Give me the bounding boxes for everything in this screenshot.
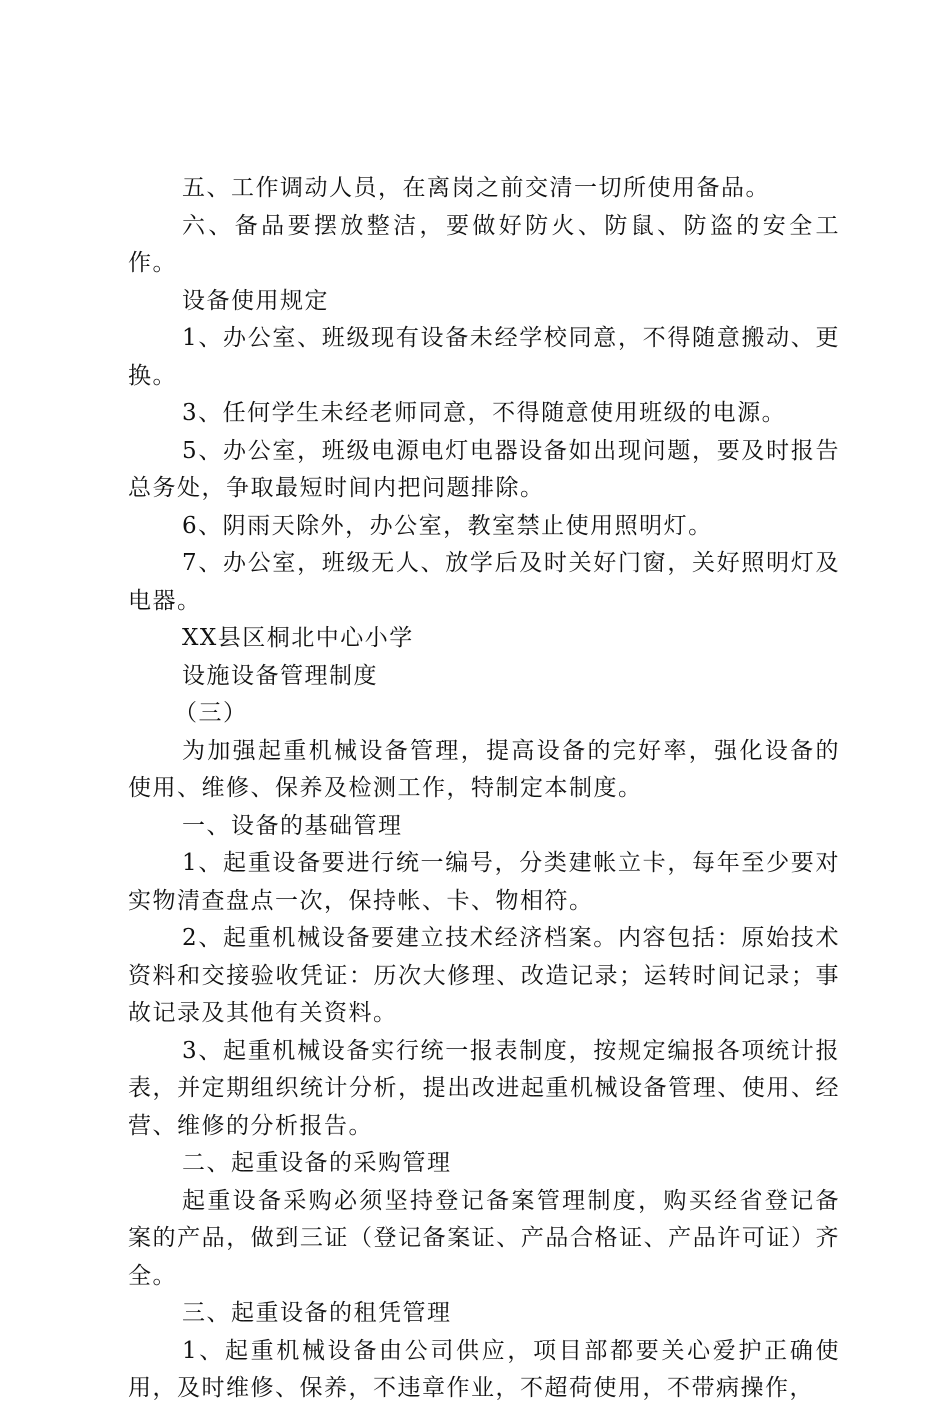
paragraph-leasing-1: 1、起重机械设备由公司供应，项目部都要关心爱护正确使用，及时维修、保养，不违章作业，不超荷使用，不带病操作， bbox=[128, 1337, 840, 1401]
section-heading-procurement: 二、起重设备的采购管理 bbox=[182, 1150, 452, 1176]
document-body bbox=[128, 170, 840, 1408]
paragraph-procurement: 起重设备采购必须坚持登记备案管理制度，购买经省登记备案的产品，做到三证（登记备案证、产品合格证、产品许可证）齐全。 bbox=[128, 1187, 840, 1289]
paragraph-rule-5: 5、办公室，班级电源电灯电器设备如出现问题，要及时报告总务处，争取最短时间内把问题排除。 bbox=[128, 437, 840, 501]
paragraph-basic-3: 3、起重机械设备实行统一报表制度，按规定编报各项统计报表，并定期组织统计分析，提出改进起重机械设备管理、使用、经营、维修的分析报告。 bbox=[128, 1037, 840, 1139]
paragraph-rule-6: 6、阴雨天除外，办公室，教室禁止使用照明灯。 bbox=[182, 512, 713, 539]
paragraph-basic-1: 1、起重设备要进行统一编号，分类建帐立卡，每年至少要对实物清查盘点一次，保持帐、卡、物相符。 bbox=[128, 850, 840, 914]
document-title: 设施设备管理制度 bbox=[182, 662, 378, 689]
paragraph-rule-3: 3、任何学生未经老师同意，不得随意使用班级的电源。 bbox=[182, 400, 787, 426]
paragraph-rule-1: 1、办公室、班级现有设备未经学校同意，不得随意搬动、更换。 bbox=[128, 325, 840, 389]
section-number: （三） bbox=[174, 700, 248, 726]
section-heading-equipment-usage: 设备使用规定 bbox=[182, 287, 329, 314]
paragraph-storage-safety: 六、备品要摆放整洁，要做好防火、防鼠、防盗的安全工作。 bbox=[128, 212, 840, 276]
paragraph-intro: 为加强起重机械设备管理，提高设备的完好率，强化设备的使用、维修、保养及检测工作，特制定本制度。 bbox=[128, 737, 840, 801]
section-heading-leasing: 三、起重设备的租凭管理 bbox=[182, 1300, 452, 1326]
paragraph-rule-7: 7、办公室，班级无人、放学后及时关好门窗，关好照明灯及电器。 bbox=[128, 550, 840, 614]
paragraph-handover: 五、工作调动人员，在离岗之前交清一切所使用备品。 bbox=[182, 175, 770, 201]
paragraph-basic-2: 2、起重机械设备要建立技术经济档案。内容包括：原始技术资料和交接验收凭证：历次大修理、改造记录；运转时间记录；事故记录及其他有关资料。 bbox=[128, 925, 840, 1026]
school-name: XX县区桐北中心小学 bbox=[182, 625, 414, 651]
section-heading-basic-management: 一、设备的基础管理 bbox=[182, 812, 403, 839]
